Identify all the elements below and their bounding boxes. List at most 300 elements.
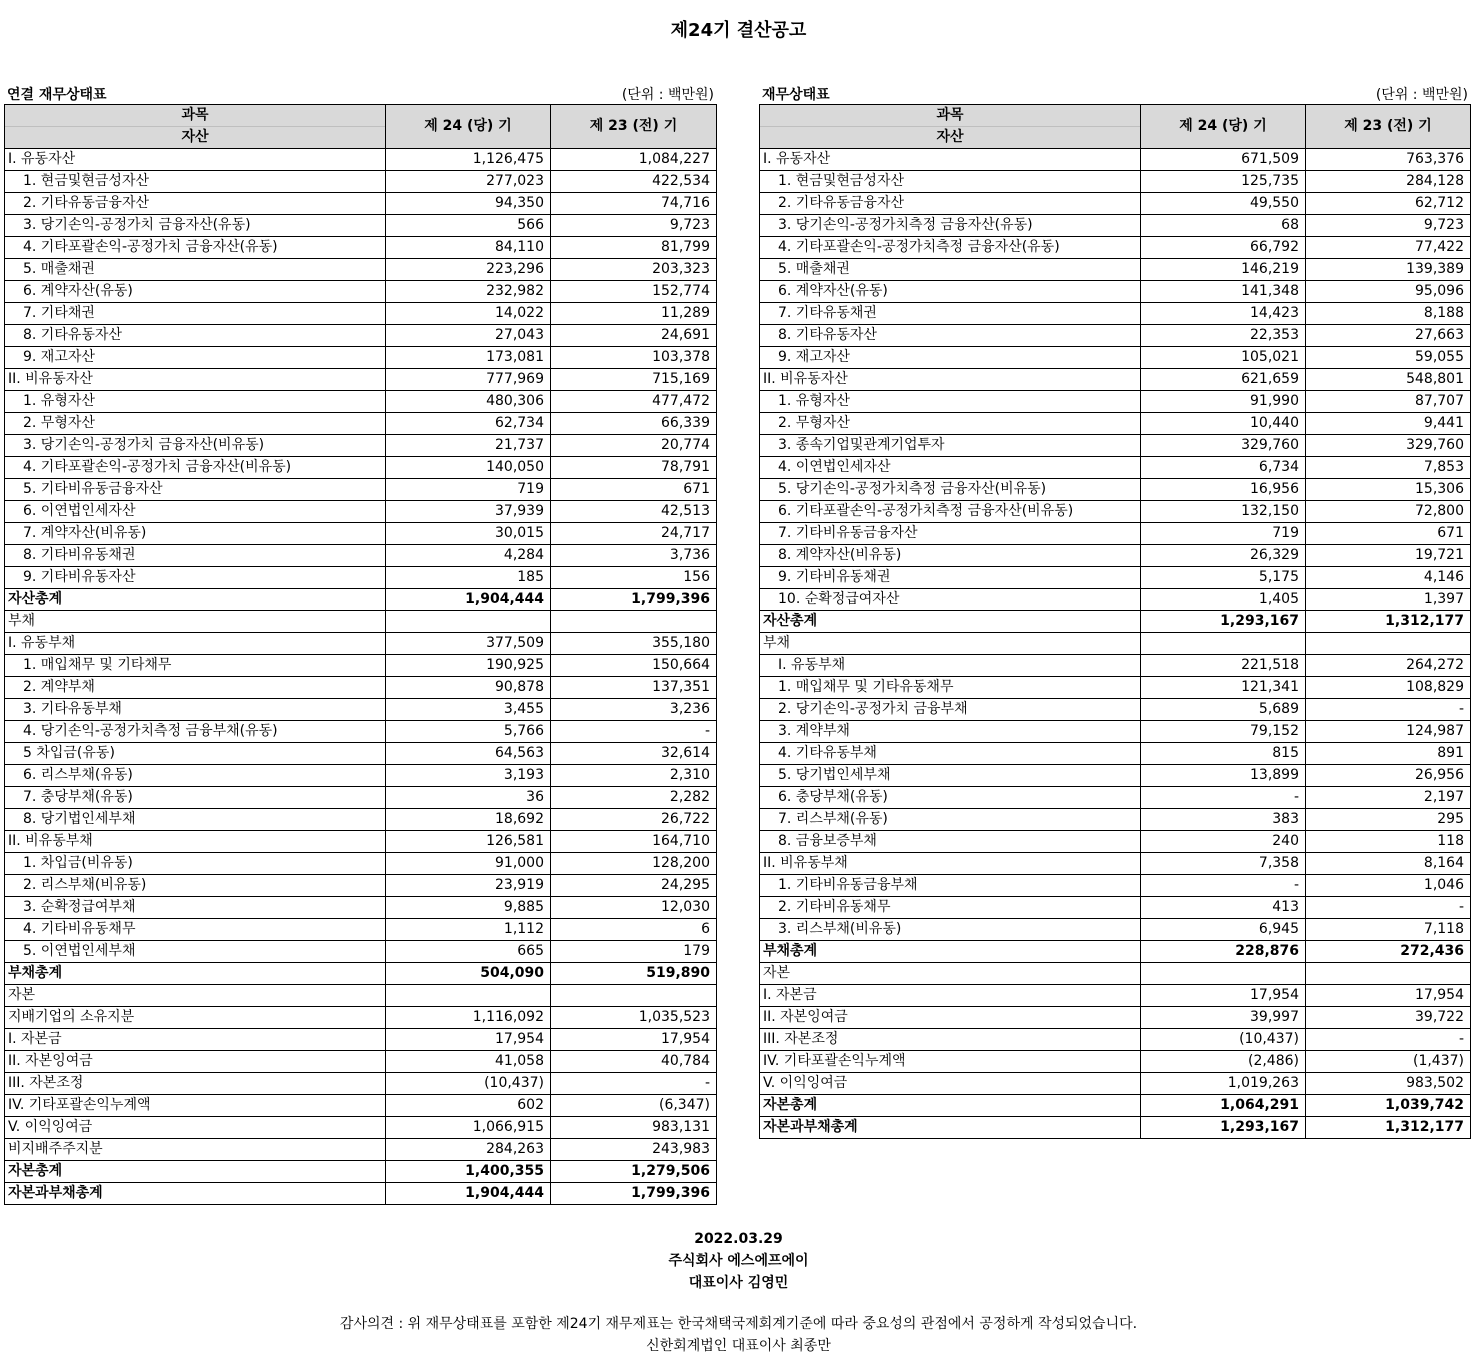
table-row (5, 743, 717, 765)
current-period-value: 815 (1141, 743, 1306, 765)
separate-sheet-title: 재무상태표 (762, 87, 830, 103)
prior-period-value: 59,055 (1306, 347, 1471, 369)
prior-period-value: - (1306, 897, 1471, 919)
current-period-value: 22,353 (1141, 325, 1306, 347)
table-row (5, 1095, 717, 1117)
prior-period-value: 9,723 (1306, 215, 1471, 237)
account-name-cell: 4. 기타포괄손익-공정가치 금융자산(비유동) (5, 457, 386, 479)
account-name-cell: 6. 계약자산(유동) (5, 281, 386, 303)
prior-period-value: 1,046 (1306, 875, 1471, 897)
prior-period-value: 203,323 (551, 259, 717, 281)
table-row (5, 1007, 717, 1029)
account-name-cell: 1. 매입채무 및 기타유동채무 (760, 677, 1141, 699)
current-period-value: 27,043 (386, 325, 551, 347)
current-period-value: 602 (386, 1095, 551, 1117)
table-row (5, 259, 717, 281)
account-name-cell: 4. 기타포괄손익-공정가치측정 금융자산(유동) (760, 237, 1141, 259)
prior-period-value: 150,664 (551, 655, 717, 677)
current-period-value: 14,022 (386, 303, 551, 325)
announcement-date: 2022.03.29 (694, 1231, 783, 1247)
account-name-cell: 3. 당기손익-공정가치 금융자산(유동) (5, 215, 386, 237)
prior-period-value: 108,829 (1306, 677, 1471, 699)
account-name-cell: 6. 기타포괄손익-공정가치측정 금융자산(비유동) (760, 501, 1141, 523)
table-row (5, 523, 717, 545)
account-name-cell: 4. 이연법인세자산 (760, 457, 1141, 479)
current-period-value: 1,400,355 (386, 1161, 551, 1183)
separate-table (759, 104, 1471, 1139)
account-name-cell: 부채 (760, 633, 1141, 655)
account-name-cell: 비지배주주지분 (5, 1139, 386, 1161)
current-period-value: 1,019,263 (1141, 1073, 1306, 1095)
current-period-value: 228,876 (1141, 941, 1306, 963)
prior-period-value: 7,118 (1306, 919, 1471, 941)
current-period-value: 7,358 (1141, 853, 1306, 875)
prior-period-value: 24,295 (551, 875, 717, 897)
table-row (5, 171, 717, 193)
account-name-cell: 5. 매출채권 (5, 259, 386, 281)
prior-period-value: 3,236 (551, 699, 717, 721)
account-name-cell: II. 자본잉여금 (5, 1051, 386, 1073)
table-row (760, 897, 1471, 919)
current-period-value: 185 (386, 567, 551, 589)
current-period-value: 1,126,475 (386, 149, 551, 171)
prior-period-value: 671 (551, 479, 717, 501)
account-name-cell: 4. 기타유동부채 (760, 743, 1141, 765)
prior-period-value: 42,513 (551, 501, 717, 523)
account-name-cell: 3. 기타유동부채 (5, 699, 386, 721)
account-header-label: 과목 (5, 105, 385, 127)
current-period-value: 4,284 (386, 545, 551, 567)
prior-period-value: 124,987 (1306, 721, 1471, 743)
table-header-row (760, 105, 1471, 149)
table-row (5, 1029, 717, 1051)
current-period-value (1141, 633, 1306, 655)
current-period-value: 377,509 (386, 633, 551, 655)
account-name-cell: 5. 당기법인세부채 (760, 765, 1141, 787)
table-row (5, 831, 717, 853)
account-name-cell: V. 이익잉여금 (5, 1117, 386, 1139)
prior-period-value: 128,200 (551, 853, 717, 875)
prior-period-value: - (551, 721, 717, 743)
account-name-cell: I. 유동자산 (760, 149, 1141, 171)
account-name-cell: 2. 기타유동금융자산 (5, 193, 386, 215)
account-name-cell: 3. 당기손익-공정가치 금융자산(비유동) (5, 435, 386, 457)
prior-period-value: - (551, 1073, 717, 1095)
prior-period-value: 272,436 (1306, 941, 1471, 963)
prior-period-value: 1,397 (1306, 589, 1471, 611)
audit-opinion-block (0, 1313, 1477, 1357)
table-row (760, 699, 1471, 721)
prior-period-value: 78,791 (551, 457, 717, 479)
prior-period-value: 1,799,396 (551, 589, 717, 611)
table-row (760, 281, 1471, 303)
prior-period-value: - (1306, 699, 1471, 721)
current-period-value (386, 985, 551, 1007)
current-period-header: 제 24 (당) 기 (1141, 105, 1306, 149)
prior-period-value: 19,721 (1306, 545, 1471, 567)
current-period-value: 49,550 (1141, 193, 1306, 215)
prior-period-header: 제 23 (전) 기 (1306, 105, 1471, 149)
current-period-value: 6,945 (1141, 919, 1306, 941)
consolidated-sheet-header (4, 82, 716, 104)
account-name-cell: 7. 리스부채(유동) (760, 809, 1141, 831)
account-name-cell: 자본 (5, 985, 386, 1007)
table-row (760, 435, 1471, 457)
account-name-cell: 1. 현금및현금성자산 (5, 171, 386, 193)
account-name-cell: 4. 기타비유동채무 (5, 919, 386, 941)
prior-period-value: 24,717 (551, 523, 717, 545)
prior-period-value: 103,378 (551, 347, 717, 369)
account-name-cell: 2. 기타비유동채무 (760, 897, 1141, 919)
prior-period-value: 8,164 (1306, 853, 1471, 875)
current-period-value: 9,885 (386, 897, 551, 919)
table-row (5, 589, 717, 611)
current-period-value: 671,509 (1141, 149, 1306, 171)
table-row (5, 413, 717, 435)
current-period-value: 41,058 (386, 1051, 551, 1073)
account-name-cell: 1. 현금및현금성자산 (760, 171, 1141, 193)
account-name-cell: I. 자본금 (5, 1029, 386, 1051)
assets-header-label: 자산 (181, 129, 209, 145)
account-name-cell: 8. 당기법인세부채 (5, 809, 386, 831)
current-period-value: 79,152 (1141, 721, 1306, 743)
account-name-cell: 자본 (760, 963, 1141, 985)
table-row (5, 853, 717, 875)
table-row (5, 699, 717, 721)
table-row (5, 1117, 717, 1139)
account-name-cell: I. 유동부채 (760, 655, 1141, 677)
account-name-cell: 2. 무형자산 (760, 413, 1141, 435)
table-row (760, 963, 1471, 985)
account-name-cell: I. 유동부채 (5, 633, 386, 655)
table-row (5, 479, 717, 501)
account-name-cell: 2. 리스부채(비유동) (5, 875, 386, 897)
prior-period-value: 95,096 (1306, 281, 1471, 303)
consolidated-table (4, 104, 717, 1205)
consolidated-balance-sheet (4, 82, 716, 1205)
table-row (760, 303, 1471, 325)
prior-period-value: 15,306 (1306, 479, 1471, 501)
current-period-value: 1,293,167 (1141, 611, 1306, 633)
table-row (760, 567, 1471, 589)
current-period-value: - (1141, 875, 1306, 897)
account-name-cell: 9. 기타비유동채권 (760, 567, 1141, 589)
prior-period-value: 2,310 (551, 765, 717, 787)
table-row (760, 655, 1471, 677)
account-name-cell: 자산총계 (760, 611, 1141, 633)
table-row (760, 215, 1471, 237)
table-row (5, 611, 717, 633)
table-row (760, 589, 1471, 611)
account-name-cell: 9. 재고자산 (760, 347, 1141, 369)
table-row (5, 875, 717, 897)
current-period-value: 1,116,092 (386, 1007, 551, 1029)
prior-period-value: 548,801 (1306, 369, 1471, 391)
table-row (5, 369, 717, 391)
prior-period-value: 243,983 (551, 1139, 717, 1161)
current-period-value: 719 (1141, 523, 1306, 545)
prior-period-value: 26,722 (551, 809, 717, 831)
prior-period-value: 2,282 (551, 787, 717, 809)
table-row (5, 149, 717, 171)
table-row (5, 325, 717, 347)
table-row (5, 1161, 717, 1183)
current-period-value: 719 (386, 479, 551, 501)
table-row (5, 303, 717, 325)
account-name-cell: 지배기업의 소유지분 (5, 1007, 386, 1029)
account-name-cell: IV. 기타포괄손익누계액 (760, 1051, 1141, 1073)
account-name-cell: II. 비유동부채 (5, 831, 386, 853)
prior-period-value: 11,289 (551, 303, 717, 325)
current-period-value: 14,423 (1141, 303, 1306, 325)
table-row (5, 633, 717, 655)
account-name-cell: 3. 순확정급여부채 (5, 897, 386, 919)
current-period-value: 91,000 (386, 853, 551, 875)
prior-period-value (1306, 963, 1471, 985)
current-period-value: 17,954 (1141, 985, 1306, 1007)
account-name-cell: 부채총계 (760, 941, 1141, 963)
table-row (5, 545, 717, 567)
current-period-value: 277,023 (386, 171, 551, 193)
table-row (760, 831, 1471, 853)
table-row (5, 501, 717, 523)
prior-period-value: 27,663 (1306, 325, 1471, 347)
prior-period-value: 284,128 (1306, 171, 1471, 193)
table-row (5, 809, 717, 831)
prior-period-value: 1,799,396 (551, 1183, 717, 1205)
consolidated-sheet-title: 연결 재무상태표 (7, 87, 107, 103)
current-period-header: 제 24 (당) 기 (386, 105, 551, 149)
table-row (760, 677, 1471, 699)
current-period-value: 141,348 (1141, 281, 1306, 303)
prior-period-header: 제 23 (전) 기 (551, 105, 717, 149)
account-header-label: 과목 (760, 105, 1140, 127)
current-period-value: 6,734 (1141, 457, 1306, 479)
account-name-cell: 7. 기타비유동금융자산 (760, 523, 1141, 545)
prior-period-value: 139,389 (1306, 259, 1471, 281)
table-row (760, 1007, 1471, 1029)
ceo-name: 대표이사 김영민 (688, 1275, 789, 1291)
prior-period-value: 17,954 (1306, 985, 1471, 1007)
prior-period-value: 81,799 (551, 237, 717, 259)
account-name-cell: 8. 기타유동자산 (760, 325, 1141, 347)
consolidated-table-body (5, 149, 717, 1205)
prior-period-value: 66,339 (551, 413, 717, 435)
current-period-value: 3,455 (386, 699, 551, 721)
table-row (760, 545, 1471, 567)
table-row (5, 215, 717, 237)
prior-period-value: 763,376 (1306, 149, 1471, 171)
table-row (5, 985, 717, 1007)
prior-period-value: 477,472 (551, 391, 717, 413)
account-name-cell: 7. 기타채권 (5, 303, 386, 325)
prior-period-value: 179 (551, 941, 717, 963)
account-name-cell: 6. 충당부채(유동) (760, 787, 1141, 809)
table-row (5, 655, 717, 677)
prior-period-value: 40,784 (551, 1051, 717, 1073)
current-period-value: 480,306 (386, 391, 551, 413)
table-row (760, 743, 1471, 765)
prior-period-value: 12,030 (551, 897, 717, 919)
prior-period-value: 1,035,523 (551, 1007, 717, 1029)
table-row (5, 897, 717, 919)
account-name-cell: 5. 당기손익-공정가치측정 금융자산(비유동) (760, 479, 1141, 501)
table-row (760, 479, 1471, 501)
prior-period-value: 519,890 (551, 963, 717, 985)
current-period-value: 21,737 (386, 435, 551, 457)
table-row (760, 1051, 1471, 1073)
current-period-value: 1,293,167 (1141, 1117, 1306, 1139)
current-period-value: 1,904,444 (386, 1183, 551, 1205)
auditor-name: 신한회계법인 대표이사 최종만 (646, 1338, 831, 1354)
prior-period-value: 891 (1306, 743, 1471, 765)
current-period-value: 121,341 (1141, 677, 1306, 699)
current-period-value: 37,939 (386, 501, 551, 523)
prior-period-value: 164,710 (551, 831, 717, 853)
prior-period-value: 4,146 (1306, 567, 1471, 589)
account-name-cell: I. 자본금 (760, 985, 1141, 1007)
prior-period-value: 24,691 (551, 325, 717, 347)
prior-period-value: 2,197 (1306, 787, 1471, 809)
company-name: 주식회사 에스에프에이 (668, 1253, 809, 1269)
current-period-value: 5,689 (1141, 699, 1306, 721)
current-period-value: 91,990 (1141, 391, 1306, 413)
table-row (760, 237, 1471, 259)
current-period-value: 64,563 (386, 743, 551, 765)
prior-period-value: 355,180 (551, 633, 717, 655)
table-row (760, 611, 1471, 633)
account-name-cell: 3. 당기손익-공정가치측정 금융자산(유동) (760, 215, 1141, 237)
account-name-cell: 4. 당기손익-공정가치측정 금융부채(유동) (5, 721, 386, 743)
current-period-value: 30,015 (386, 523, 551, 545)
table-row (5, 721, 717, 743)
current-period-value: 223,296 (386, 259, 551, 281)
table-header-row (5, 105, 717, 149)
account-column-header (5, 105, 386, 149)
account-name-cell: III. 자본조정 (760, 1029, 1141, 1051)
prior-period-value: (6,347) (551, 1095, 717, 1117)
account-name-cell: 6. 계약자산(유동) (760, 281, 1141, 303)
table-row (760, 875, 1471, 897)
account-name-cell: 5. 이연법인세부채 (5, 941, 386, 963)
current-period-value: 17,954 (386, 1029, 551, 1051)
current-period-value (386, 611, 551, 633)
table-row (760, 193, 1471, 215)
account-name-cell: 자본총계 (760, 1095, 1141, 1117)
current-period-value: 90,878 (386, 677, 551, 699)
table-row (760, 809, 1471, 831)
separate-table-body (760, 149, 1471, 1139)
table-row (760, 985, 1471, 1007)
prior-period-value: - (1306, 1029, 1471, 1051)
current-period-value: 383 (1141, 809, 1306, 831)
current-period-value: 284,263 (386, 1139, 551, 1161)
account-name-cell: 자본총계 (5, 1161, 386, 1183)
account-name-cell: 3. 계약부채 (760, 721, 1141, 743)
current-period-value: 665 (386, 941, 551, 963)
table-row (5, 787, 717, 809)
account-name-cell: 5. 기타비유동금융자산 (5, 479, 386, 501)
current-period-value (1141, 963, 1306, 985)
current-period-value: (10,437) (1141, 1029, 1306, 1051)
current-period-value: 1,112 (386, 919, 551, 941)
account-name-cell: III. 자본조정 (5, 1073, 386, 1095)
prior-period-value: 671 (1306, 523, 1471, 545)
table-row (760, 721, 1471, 743)
account-name-cell: II. 비유동자산 (760, 369, 1141, 391)
table-row (760, 325, 1471, 347)
current-period-value: 10,440 (1141, 413, 1306, 435)
prior-period-value: 422,534 (551, 171, 717, 193)
current-period-value: 126,581 (386, 831, 551, 853)
audit-opinion: 감사의견 : 위 재무상태표를 포함한 제24기 재무제표는 한국채택국제회계기준에 따라 중요성의 관점에서 공정하게 작성되었습니다. (339, 1316, 1138, 1332)
account-name-cell: V. 이익잉여금 (760, 1073, 1141, 1095)
account-name-cell: 7. 기타유동채권 (760, 303, 1141, 325)
account-name-cell: 6. 이연법인세자산 (5, 501, 386, 523)
account-name-cell: 부채 (5, 611, 386, 633)
table-row (760, 171, 1471, 193)
current-period-value: (10,437) (386, 1073, 551, 1095)
prior-period-value: 3,736 (551, 545, 717, 567)
prior-period-value: 39,722 (1306, 1007, 1471, 1029)
prior-period-value: 983,131 (551, 1117, 717, 1139)
prior-period-value: 6 (551, 919, 717, 941)
current-period-value: 221,518 (1141, 655, 1306, 677)
table-row (760, 523, 1471, 545)
prior-period-value (551, 611, 717, 633)
prior-period-value: 72,800 (1306, 501, 1471, 523)
prior-period-value: 156 (551, 567, 717, 589)
account-name-cell: 1. 유형자산 (760, 391, 1141, 413)
current-period-value: 232,982 (386, 281, 551, 303)
table-row (5, 963, 717, 985)
prior-period-value: 118 (1306, 831, 1471, 853)
current-period-value: 125,735 (1141, 171, 1306, 193)
account-name-cell: 1. 차입금(비유동) (5, 853, 386, 875)
table-row (5, 237, 717, 259)
current-period-value: 13,899 (1141, 765, 1306, 787)
account-name-cell: 3. 종속기업및관계기업투자 (760, 435, 1141, 457)
account-name-cell: 자본과부채총계 (760, 1117, 1141, 1139)
prior-period-value: 8,188 (1306, 303, 1471, 325)
table-row (760, 765, 1471, 787)
account-name-cell: II. 자본잉여금 (760, 1007, 1141, 1029)
signature-block (0, 1228, 1477, 1294)
prior-period-value: 74,716 (551, 193, 717, 215)
current-period-value: 146,219 (1141, 259, 1306, 281)
prior-period-value: 1,312,177 (1306, 1117, 1471, 1139)
current-period-value: 94,350 (386, 193, 551, 215)
table-row (760, 941, 1471, 963)
account-name-cell: 1. 매입채무 및 기타채무 (5, 655, 386, 677)
prior-period-value: 152,774 (551, 281, 717, 303)
table-row (5, 193, 717, 215)
prior-period-value: 983,502 (1306, 1073, 1471, 1095)
current-period-value: 504,090 (386, 963, 551, 985)
current-period-value: 413 (1141, 897, 1306, 919)
current-period-value: 84,110 (386, 237, 551, 259)
table-row (5, 435, 717, 457)
account-name-cell: 자산총계 (5, 589, 386, 611)
account-name-cell: 7. 계약자산(비유동) (5, 523, 386, 545)
current-period-value: 1,904,444 (386, 589, 551, 611)
account-name-cell: 부채총계 (5, 963, 386, 985)
current-period-value: 621,659 (1141, 369, 1306, 391)
prior-period-value: 264,272 (1306, 655, 1471, 677)
prior-period-value: 329,760 (1306, 435, 1471, 457)
account-name-cell: 2. 무형자산 (5, 413, 386, 435)
table-row (5, 1183, 717, 1205)
